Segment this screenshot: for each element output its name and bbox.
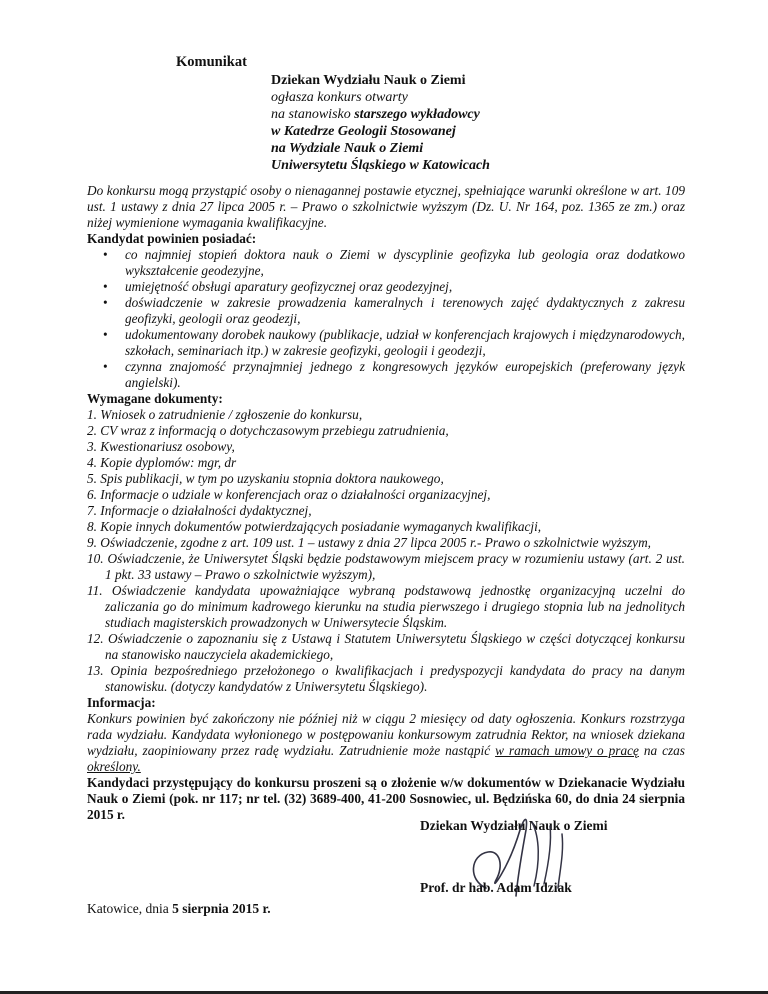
info-term: określony. <box>87 759 141 774</box>
requirements-title: Kandydat powinien posiadać: <box>87 231 257 246</box>
header-dean: Dziekan Wydziału Nauk o Ziemi <box>271 73 466 88</box>
closing-paragraph: Kandydaci przystępujący do konkursu proszeni są o złożenie w/w dokumentów w Dziekanacie Wydziału Nauk o Ziemi (pok. nr 117; nr tel. (32) 3689-400, 41-200 Sosnowiec, ul. Będzińska 60, do dnia 24 sierpnia 2015 r. <box>87 775 685 822</box>
issue-date: 5 sierpnia 2015 r. <box>172 901 271 916</box>
info-middle: na czas <box>638 743 685 758</box>
place-prefix: Katowice, dnia <box>87 901 173 916</box>
header-university: Uniwersytetu Śląskiego w Katowicach <box>271 158 490 173</box>
requirement-item <box>87 359 685 391</box>
header-department: w Katedrze Geologii Stosowanej <box>271 124 456 139</box>
document-item: 1. Wniosek o zatrudnienie / zgłoszenie do konkursu, <box>87 407 363 422</box>
document-item: 7. Informacje o działalności dydaktycznej, <box>87 503 312 518</box>
info-paragraph <box>87 711 685 775</box>
header-position-title: starszego wykładowcy <box>354 107 480 122</box>
bullet-icon: • <box>103 359 108 374</box>
info-contract-type: w ramach umowy o pracę <box>495 743 639 758</box>
intro-paragraph: Do konkursu mogą przystąpić osoby o nienagannej postawie etycznej, spełniające warunki określone w art. 109 ust. 1 ustawy z dnia 27 lipca 2005 r. – Prawo o szkolnictwie wyższym (Dz. U. Nr 164, poz. 1365 ze zm.) oraz niżej wymienione wymagania kwalifikacyjne. <box>87 183 685 230</box>
header-position <box>271 106 490 123</box>
signatory-name: Prof. dr hab. Adam Idziak <box>420 880 572 895</box>
document-item: 13. Opinia bezpośredniego przełożonego o kwalifikacjach i predyspozycji kandydata do pracy na danym stanowisku. (dotyczy kandydatów z Uniwersytetu Śląskiego). <box>87 663 685 694</box>
document-item: 12. Oświadczenie o zapoznaniu się z Ustawą i Statutem Uniwersytetu Śląskiego w części dotyczącej konkursu na stanowisko nauczyciela akademickiego, <box>87 631 685 662</box>
document-item: 8. Kopie innych dokumentów potwierdzających posiadanie wymaganych kwalifikacji, <box>87 519 542 534</box>
bullet-icon: • <box>103 279 108 294</box>
info-text: Konkurs powinien być zakończony nie później niż w ciągu 2 miesięcy od daty ogłoszenia. Konkurs rozstrzyga rada wydziału. Kandydata wyłonionego w postępowaniu konkursowym zatrudnia Rektor, na wniosek dziekana wydziału, zaopiniowany przez radę wydziału. Zatrudnienie może nastąpić <box>87 711 685 758</box>
announcement-header <box>271 72 490 174</box>
document-item: 6. Informacje o udziale w konferencjach oraz o działalności organizacyjnej, <box>87 487 491 502</box>
document-item: 4. Kopie dyplomów: mgr, dr <box>87 455 237 470</box>
requirement-item <box>87 295 685 327</box>
requirements-list <box>87 247 685 391</box>
document-item: 9. Oświadczenie, zgodne z art. 109 ust. 1 – ustawy z dnia 27 lipca 2005 r.- Prawo o szkolnictwie wyższym, <box>87 535 652 550</box>
requirement-text: co najmniej stopień doktora nauk o Ziemi w dyscyplinie geofizyka lub geologia oraz dodatkowo wykształcenie geodezyjne, <box>125 247 685 278</box>
signatory-title: Dziekan Wydziału Nauk o Ziemi <box>420 818 608 833</box>
requirement-item <box>87 327 685 359</box>
document-item: 11. Oświadczenie kandydata upoważniające wybraną podstawową jednostkę organizacyjną uczelni do zaliczania go do minimum kadrowego kierunku na studia pierwszego i drugiego stopnia lub na jednolitych studiach magisterskich prowadzonych w Uniwersytecie Śląskim. <box>87 583 685 630</box>
bullet-icon: • <box>103 295 108 310</box>
header-announces: ogłasza konkurs otwarty <box>271 90 408 105</box>
documents-list <box>87 407 685 695</box>
requirement-item <box>87 247 685 279</box>
document-item: 10. Oświadczenie, że Uniwersytet Śląski będzie podstawowym miejscem pracy w rozumieniu ustawy (art. 2 ust. 1 pkt. 33 ustawy – Prawo o szkolnictwie wyższym), <box>87 551 685 582</box>
document-heading: Komunikat <box>176 54 247 70</box>
requirement-text: udokumentowany dorobek naukowy (publikacje, udział w konferencjach krajowych i międzynarodowych, szkołach, seminariach itp.) w zakresie geofizyki, geologii i geodezji, <box>125 327 685 358</box>
requirement-text: umiejętność obsługi aparatury geofizycznej oraz geodezyjnej, <box>125 279 453 294</box>
documents-title: Wymagane dokumenty: <box>87 391 223 406</box>
bullet-icon: • <box>103 247 108 262</box>
document-item: 2. CV wraz z informacją o dotychczasowym przebiegu zatrudnienia, <box>87 423 449 438</box>
bullet-icon: • <box>103 327 108 342</box>
requirement-text: czynna znajomość przynajmniej jednego z kongresowych języków europejskich (preferowany język angielski). <box>125 359 685 390</box>
document-body <box>87 183 685 823</box>
header-faculty: na Wydziale Nauk o Ziemi <box>271 141 424 156</box>
info-title: Informacja: <box>87 695 156 710</box>
document-item: 3. Kwestionariusz osobowy, <box>87 439 235 454</box>
requirement-item <box>87 279 685 295</box>
document-item: 5. Spis publikacji, w tym po uzyskaniu stopnia doktora naukowego, <box>87 471 444 486</box>
header-position-prefix: na stanowisko <box>271 107 355 122</box>
place-and-date <box>87 901 271 917</box>
requirement-text: doświadczenie w zakresie prowadzenia kameralnych i terenowych zajęć dydaktycznych z zakresu geofizyki, geologii oraz geodezji, <box>125 295 685 326</box>
